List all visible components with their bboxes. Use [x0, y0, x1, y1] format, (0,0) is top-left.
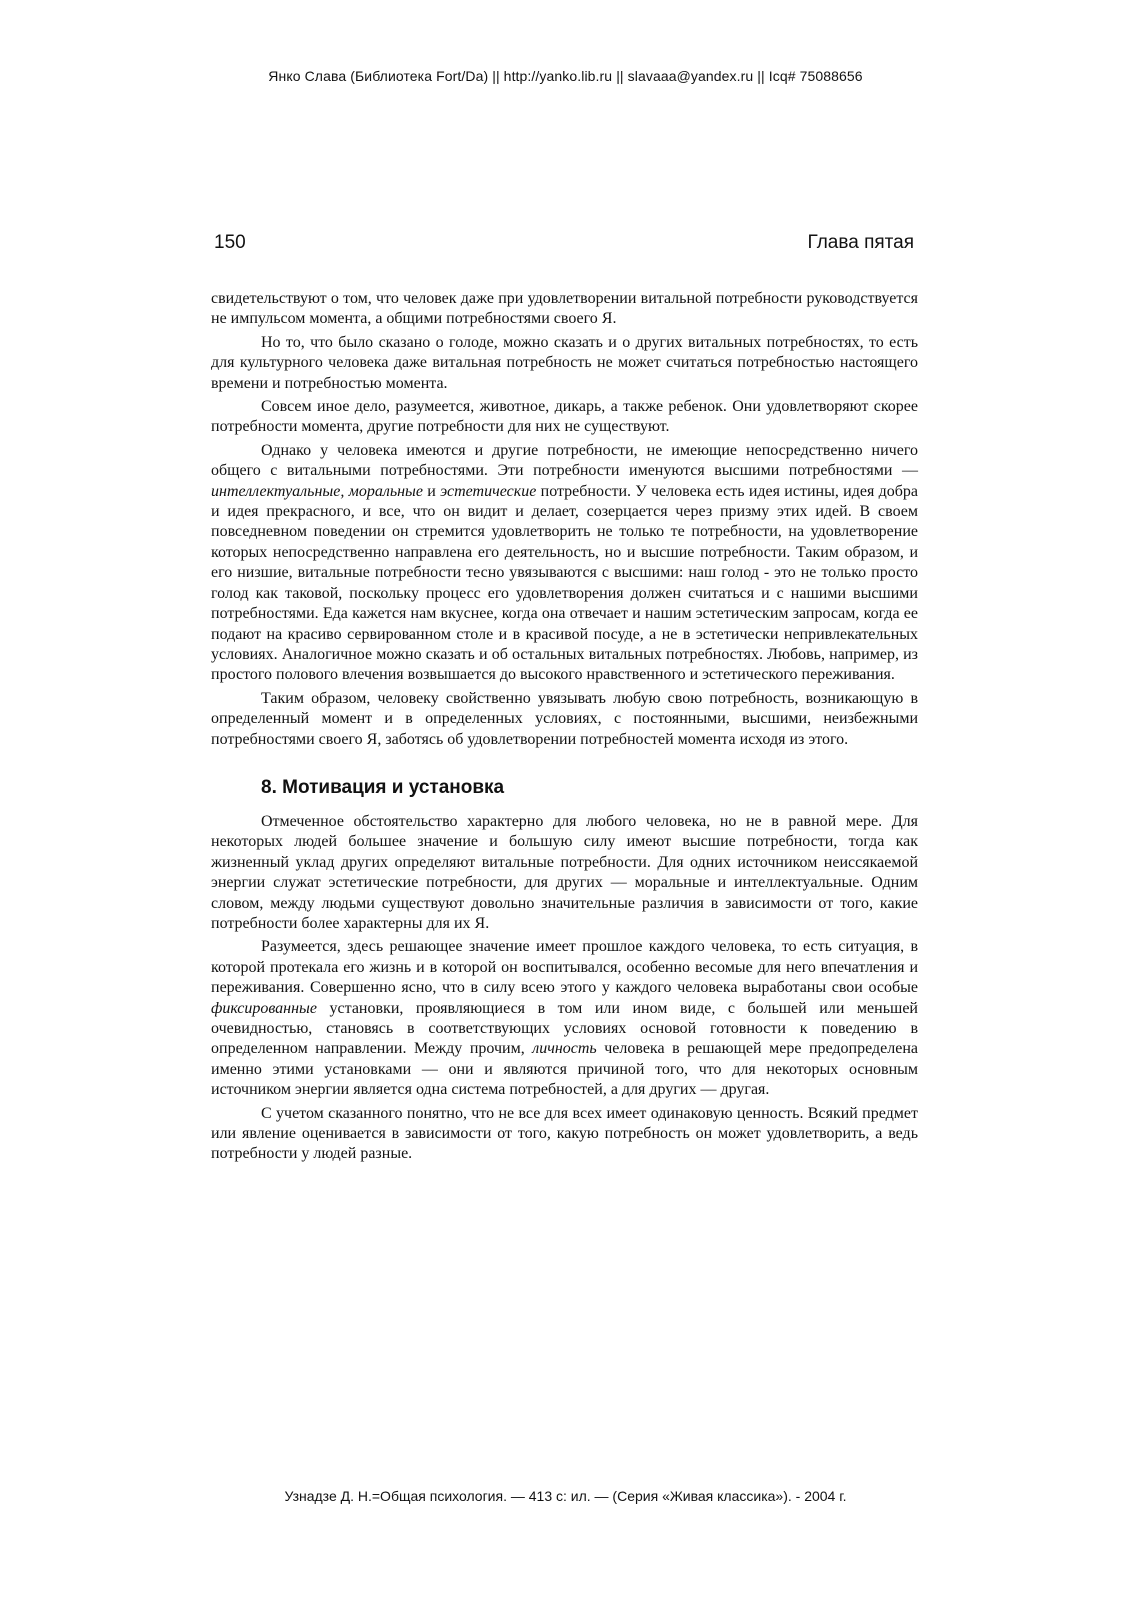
paragraph-7-text-a: Разумеется, здесь решающее значение имеет прошлое каждого человека, то есть ситуация, в которой протекала его жизнь и в которой он воспитывался, особенно весомые для него впечатления и переживания. Совершенно ясно, что в силу всею этого у каждого человека выработаны свои особые	[211, 938, 918, 997]
paragraph-4-italic-1: интеллектуальные, моральные	[211, 482, 423, 500]
section-heading: 8. Мотивация и установка	[261, 776, 505, 798]
paragraph-3: Совсем иное дело, разумеется, животное, дикарь, а также ребенок. Они удовлетворяют скорее потребности момента, другие потребности для них не существуют.	[211, 398, 918, 436]
paragraph-7-italic-1: фиксированные	[211, 999, 317, 1017]
paragraph-8: С учетом сказанного понятно, что не все для всех имеет одинаковую ценность. Всякий предмет или явление оценивается в зависимости от того, какую потребность он может удовлетворить, а ведь потребности у людей разные.	[211, 1104, 918, 1163]
paragraph-7	[211, 937, 918, 1100]
header-banner: Янко Слава (Библиотека Fort/Da) || http://yanko.lib.ru || slavaaa@yandex.ru || Icq# 75088656	[268, 68, 863, 84]
paragraph-5: Таким образом, человеку свойственно увязывать любую свою потребность, возникающую в определенный момент и в определенных условиях, с постоянными, высшими, неизбежными потребностями своего Я, заботясь об удовлетворении потребностей момента исходя из этого.	[211, 689, 918, 748]
paragraph-4-text-c: потребности. У человека есть идея истины, идея добра и идея прекрасного, и все, что он видит и делает, созерцается через призму этих идей. В своем повседневном поведении он стремится удовлетворить не только те потребности, на удовлетворение которых непосредственно направлена его деятельность, но и высшие потребности. Таким образом, и его низшие, витальные потребности тесно увязываются с высшими: наш голод - это не только просто голод как таковой, поскольку процесс его удовлетворения должен считаться и с нашими высшими потребностями. Еда кажется нам вкуснее, когда она отвечает и нашим эстетическим запросам, когда ее подают на красиво сервированном столе и в красивой посуде, а не в эстетически непривлекательных условиях. Аналогичное можно сказать и об остальных витальных потребностях. Любовь, например, из простого полового влечения возвышается до высокого нравственного и эстетического переживания.	[211, 482, 918, 684]
chapter-title: Глава пятая	[807, 232, 914, 253]
running-head	[214, 232, 914, 258]
page-number: 150	[214, 232, 246, 253]
paragraph-4-italic-2: эстетические	[440, 482, 537, 500]
paragraph-4	[211, 441, 918, 686]
paragraph-7-text-b: установки, проявляющиеся в том или ином виде, с большей или меньшей очевидностью, становясь в соответствующих условиях основой готовности к поведению в определенном направлении. Между прочим,	[211, 999, 918, 1058]
paragraph-4-text-a: Однако у человека имеются и другие потребности, не имеющие непосредственно ничего общего с витальными потребностями. Эти потребности именуются высшими потребностями —	[211, 441, 918, 480]
paragraph-7-text-c: человека в решающей мере предопределена именно этими установками — они и являются причиной того, что для некоторых основным источником энергии является одна система потребностей, а для других — другая.	[211, 1040, 918, 1099]
page-body	[211, 289, 918, 1165]
paragraph-4-text-b: и	[422, 482, 441, 500]
paragraph-2: Но то, что было сказано о голоде, можно сказать и о других витальных потребностях, то есть для культурного человека даже витальная потребность не может считаться потребностью настоящего времени и потребностью момента.	[211, 333, 918, 392]
paragraph-7-italic-2: личность	[532, 1040, 597, 1058]
paragraph-1: свидетельствуют о том, что человек даже при удовлетворении витальной потребности руководствуется не импульсом момента, а общими потребностями своего Я.	[211, 290, 918, 328]
footer-citation: Узнадзе Д. Н.=Общая психология. — 413 с: ил. — (Серия «Живая классика»). - 2004 г.	[284, 1488, 847, 1504]
paragraph-6: Отмеченное обстоятельство характерно для любого человека, но не в равной мере. Для некоторых людей большее значение и большую силу имеют высшие потребности, тогда как жизненный уклад других определяют витальные потребности. Для одних источником неиссякаемой энергии служат эстетические потребности, для других — моральные и интеллектуальные. Одним словом, между людьми существуют довольно значительные различия в зависимости от того, какие потребности более характерны для их Я.	[211, 812, 918, 932]
